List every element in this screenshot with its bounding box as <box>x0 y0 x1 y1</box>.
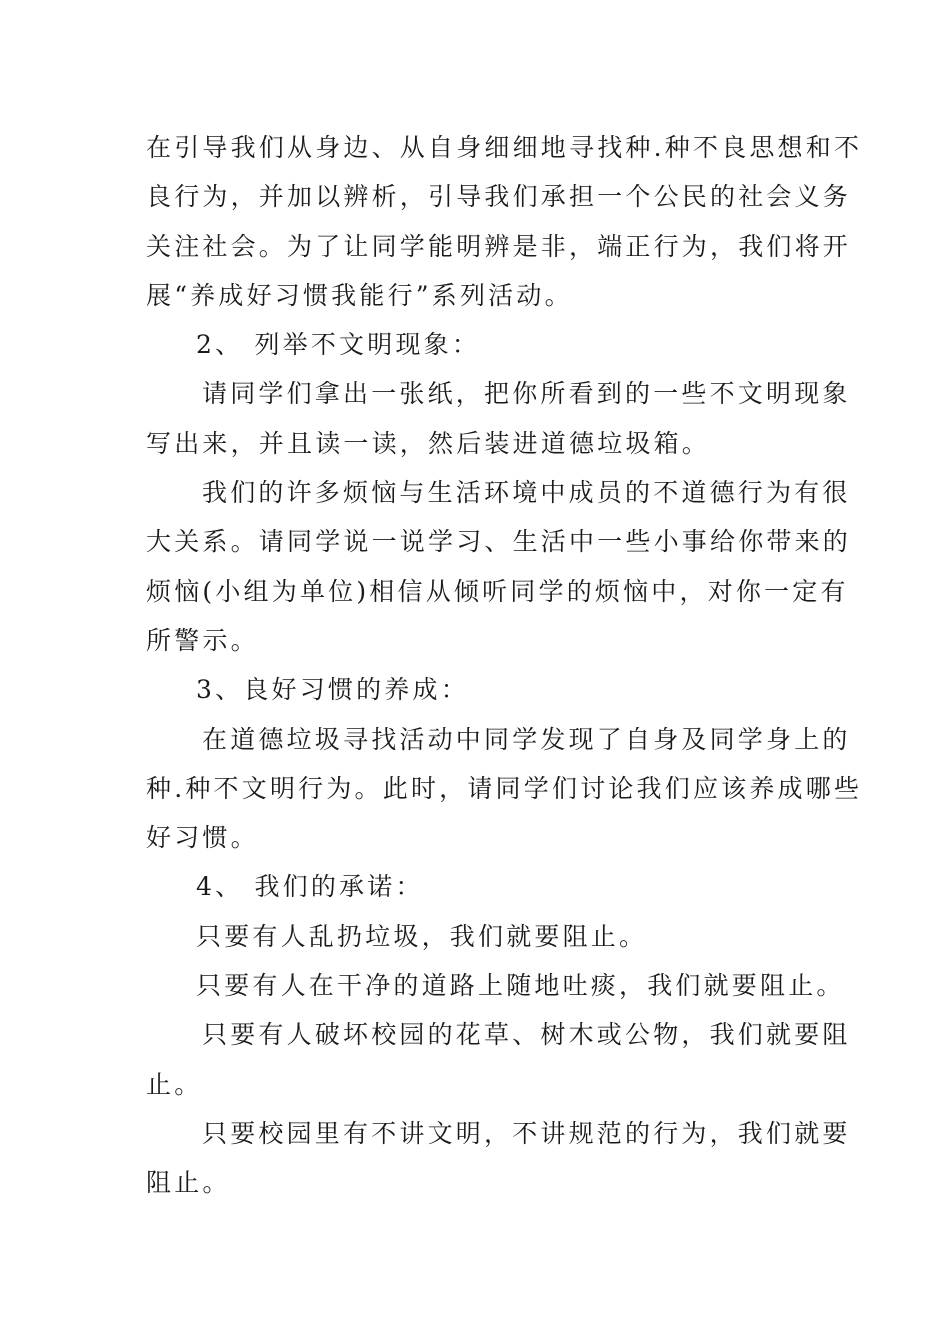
text-line: 请同学们拿出一张纸，把你所看到的一些不文明现象 <box>202 379 851 409</box>
text-line: 种.种不文明行为。此时，请同学们讨论我们应该养成哪些 <box>146 773 863 803</box>
text-line: 在引导我们从身边、从自身细细地寻找种.种不良思想和不 <box>146 133 863 162</box>
text-line: 良行为，并加以辨析，引导我们承担一个公民的社会义务 <box>146 182 852 212</box>
text-line: 烦恼(小组为单位)相信从倾听同学的烦恼中，对你一定有 <box>146 576 849 606</box>
pledge-line: 只要校园里有不讲文明，不讲规范的行为，我们就要 <box>202 1118 851 1148</box>
text-line: 在道德垃圾寻找活动中同学发现了自身及同学身上的 <box>202 724 851 754</box>
text-line: 写出来，并且读一读，然后装进道德垃圾箱。 <box>146 428 711 458</box>
pledge-line: 只要有人乱扔垃圾，我们就要阻止。 <box>196 921 648 951</box>
text-line: 所警示。 <box>146 625 259 655</box>
pledge-line: 只要有人破坏校园的花草、树木或公物，我们就要阻 <box>202 1020 851 1050</box>
pledge-line: 只要有人在干净的道路上随地吐痰，我们就要阻止。 <box>196 971 845 1001</box>
pledge-line: 止。 <box>146 1069 203 1099</box>
section-heading-2: 2、 列举不文明现象： <box>196 330 481 360</box>
document-body <box>146 123 863 1208</box>
section-heading-3: 3、良好习惯的养成： <box>196 675 469 705</box>
text-line: 我们的许多烦恼与生活环境中成员的不道德行为有很 <box>202 478 851 508</box>
text-line: 展“养成好习惯我能行”系列活动。 <box>146 280 573 310</box>
text-line: 好习惯。 <box>146 823 259 853</box>
pledge-line: 阻止。 <box>146 1168 231 1198</box>
section-heading-4: 4、 我们的承诺： <box>196 872 424 902</box>
text-line: 关注社会。为了让同学能明辨是非，端正行为，我们将开 <box>146 231 852 261</box>
text-line: 大关系。请同学说一说学习、生活中一些小事给你带来的 <box>146 527 852 557</box>
